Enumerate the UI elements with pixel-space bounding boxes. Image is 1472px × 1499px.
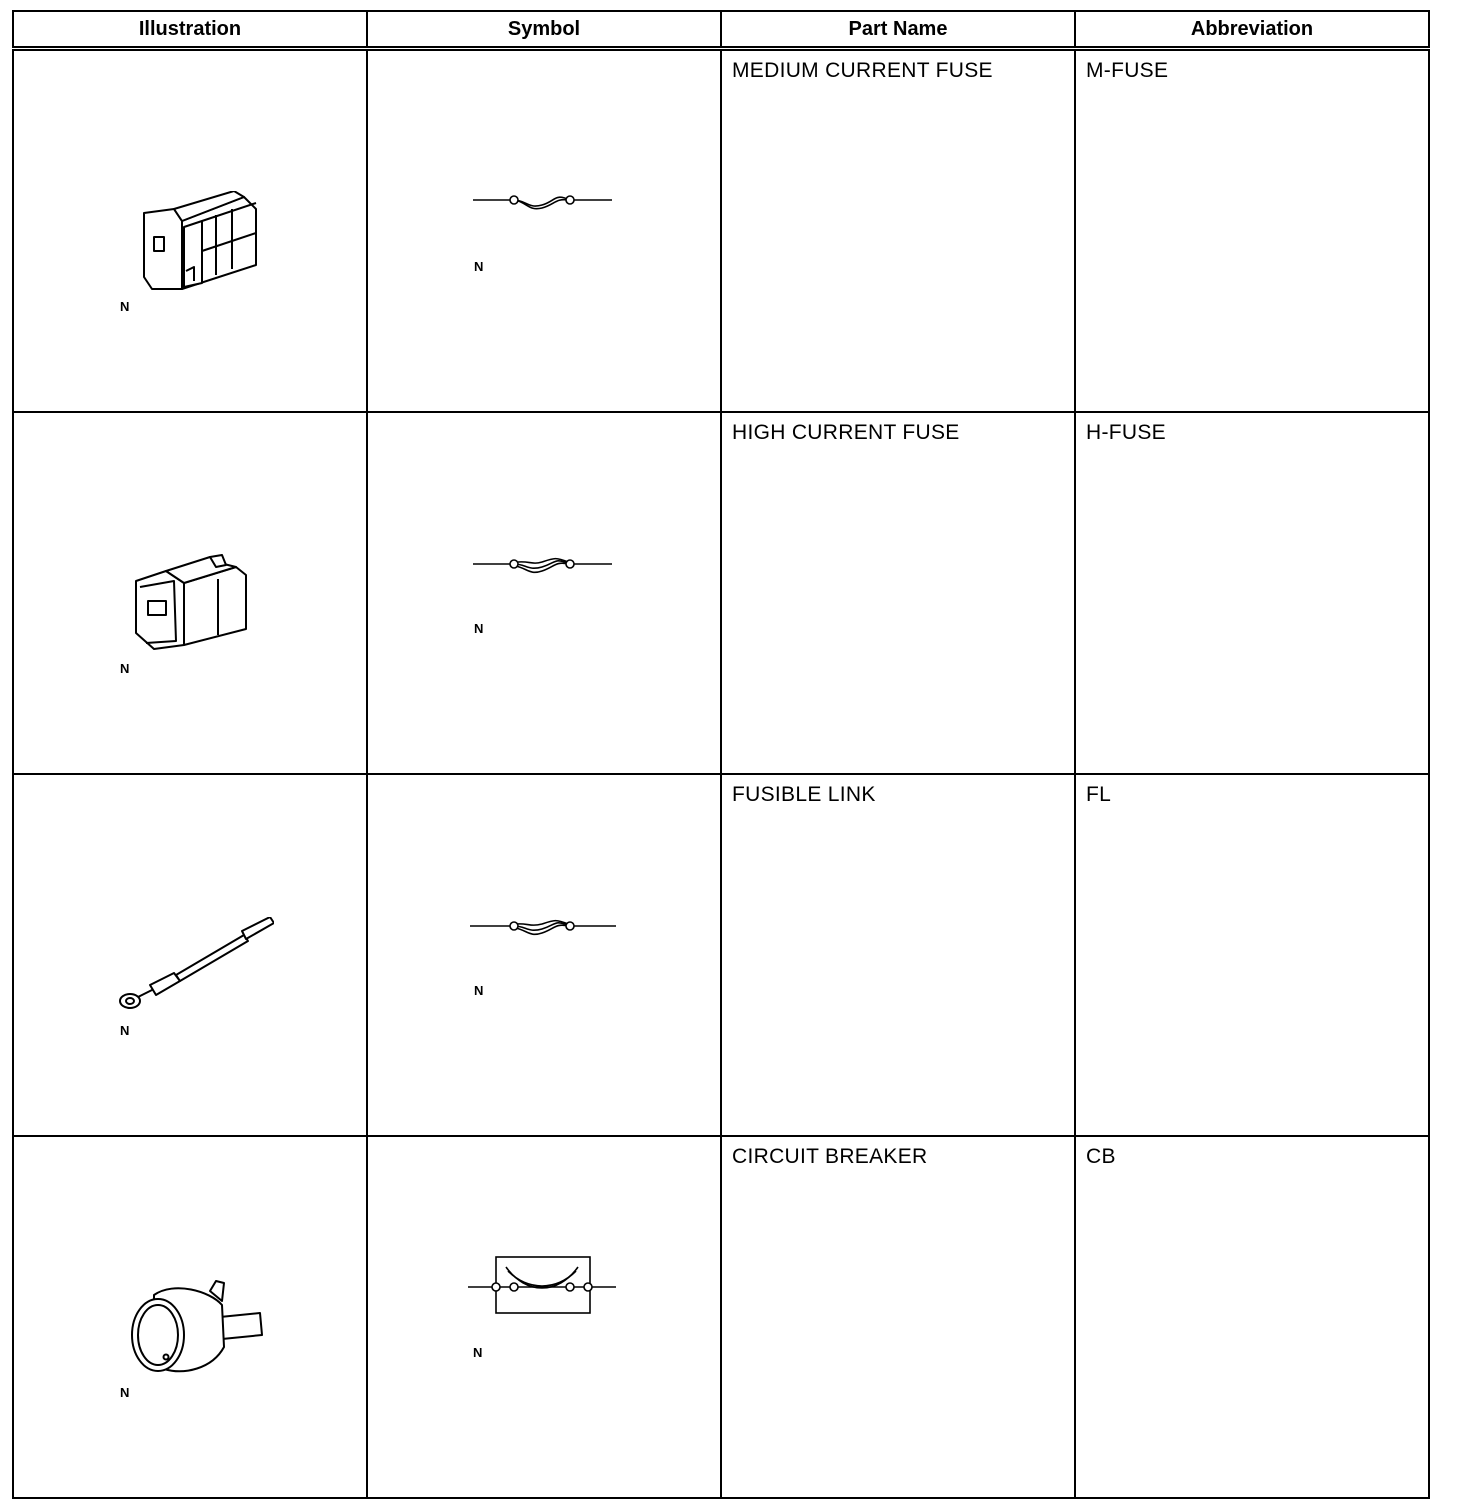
table-row [13,412,1429,774]
parts-table [12,10,1430,1499]
abbreviation-cell: H-FUSE [1075,412,1429,774]
abbreviation-cell: M-FUSE [1075,49,1429,413]
fusible-link-icon [114,917,274,1017]
symbol-cell [367,1136,721,1498]
header-abbreviation: Abbreviation [1075,11,1429,49]
abbreviation-cell: CB [1075,1136,1429,1498]
illustration-cell [13,774,367,1136]
part-name-cell: HIGH CURRENT FUSE [721,412,1075,774]
header-symbol: Symbol [367,11,721,49]
medium-current-fuse-icon [124,191,274,301]
fuse-symbol-icon [468,185,618,215]
part-name-cell: MEDIUM CURRENT FUSE [721,49,1075,413]
illustration-cell [13,1136,367,1498]
symbol-code: N [473,1345,483,1360]
symbol-code: N [474,259,484,274]
part-name-cell: CIRCUIT BREAKER [721,1136,1075,1498]
fusible-link-symbol-icon [468,911,618,941]
illustration-code: N [120,1385,130,1400]
illustration-code: N [120,299,130,314]
circuit-breaker-icon [124,1277,274,1377]
symbol-cell [367,412,721,774]
symbol-cell [367,49,721,413]
symbol-code: N [474,983,484,998]
high-current-fuse-icon [126,553,266,653]
high-current-fuse-symbol-icon [470,549,616,579]
symbol-cell [367,774,721,1136]
header-part-name: Part Name [721,11,1075,49]
part-name-cell: FUSIBLE LINK [721,774,1075,1136]
illustration-code: N [120,1023,130,1038]
symbol-code: N [474,621,484,636]
illustration-cell [13,49,367,413]
header-illustration: Illustration [13,11,367,49]
header-row [13,11,1429,49]
abbreviation-cell: FL [1075,774,1429,1136]
illustration-code: N [120,661,130,676]
table-row [13,49,1429,413]
circuit-breaker-symbol-icon [466,1251,618,1317]
table-row [13,774,1429,1136]
table-row [13,1136,1429,1498]
illustration-cell [13,412,367,774]
